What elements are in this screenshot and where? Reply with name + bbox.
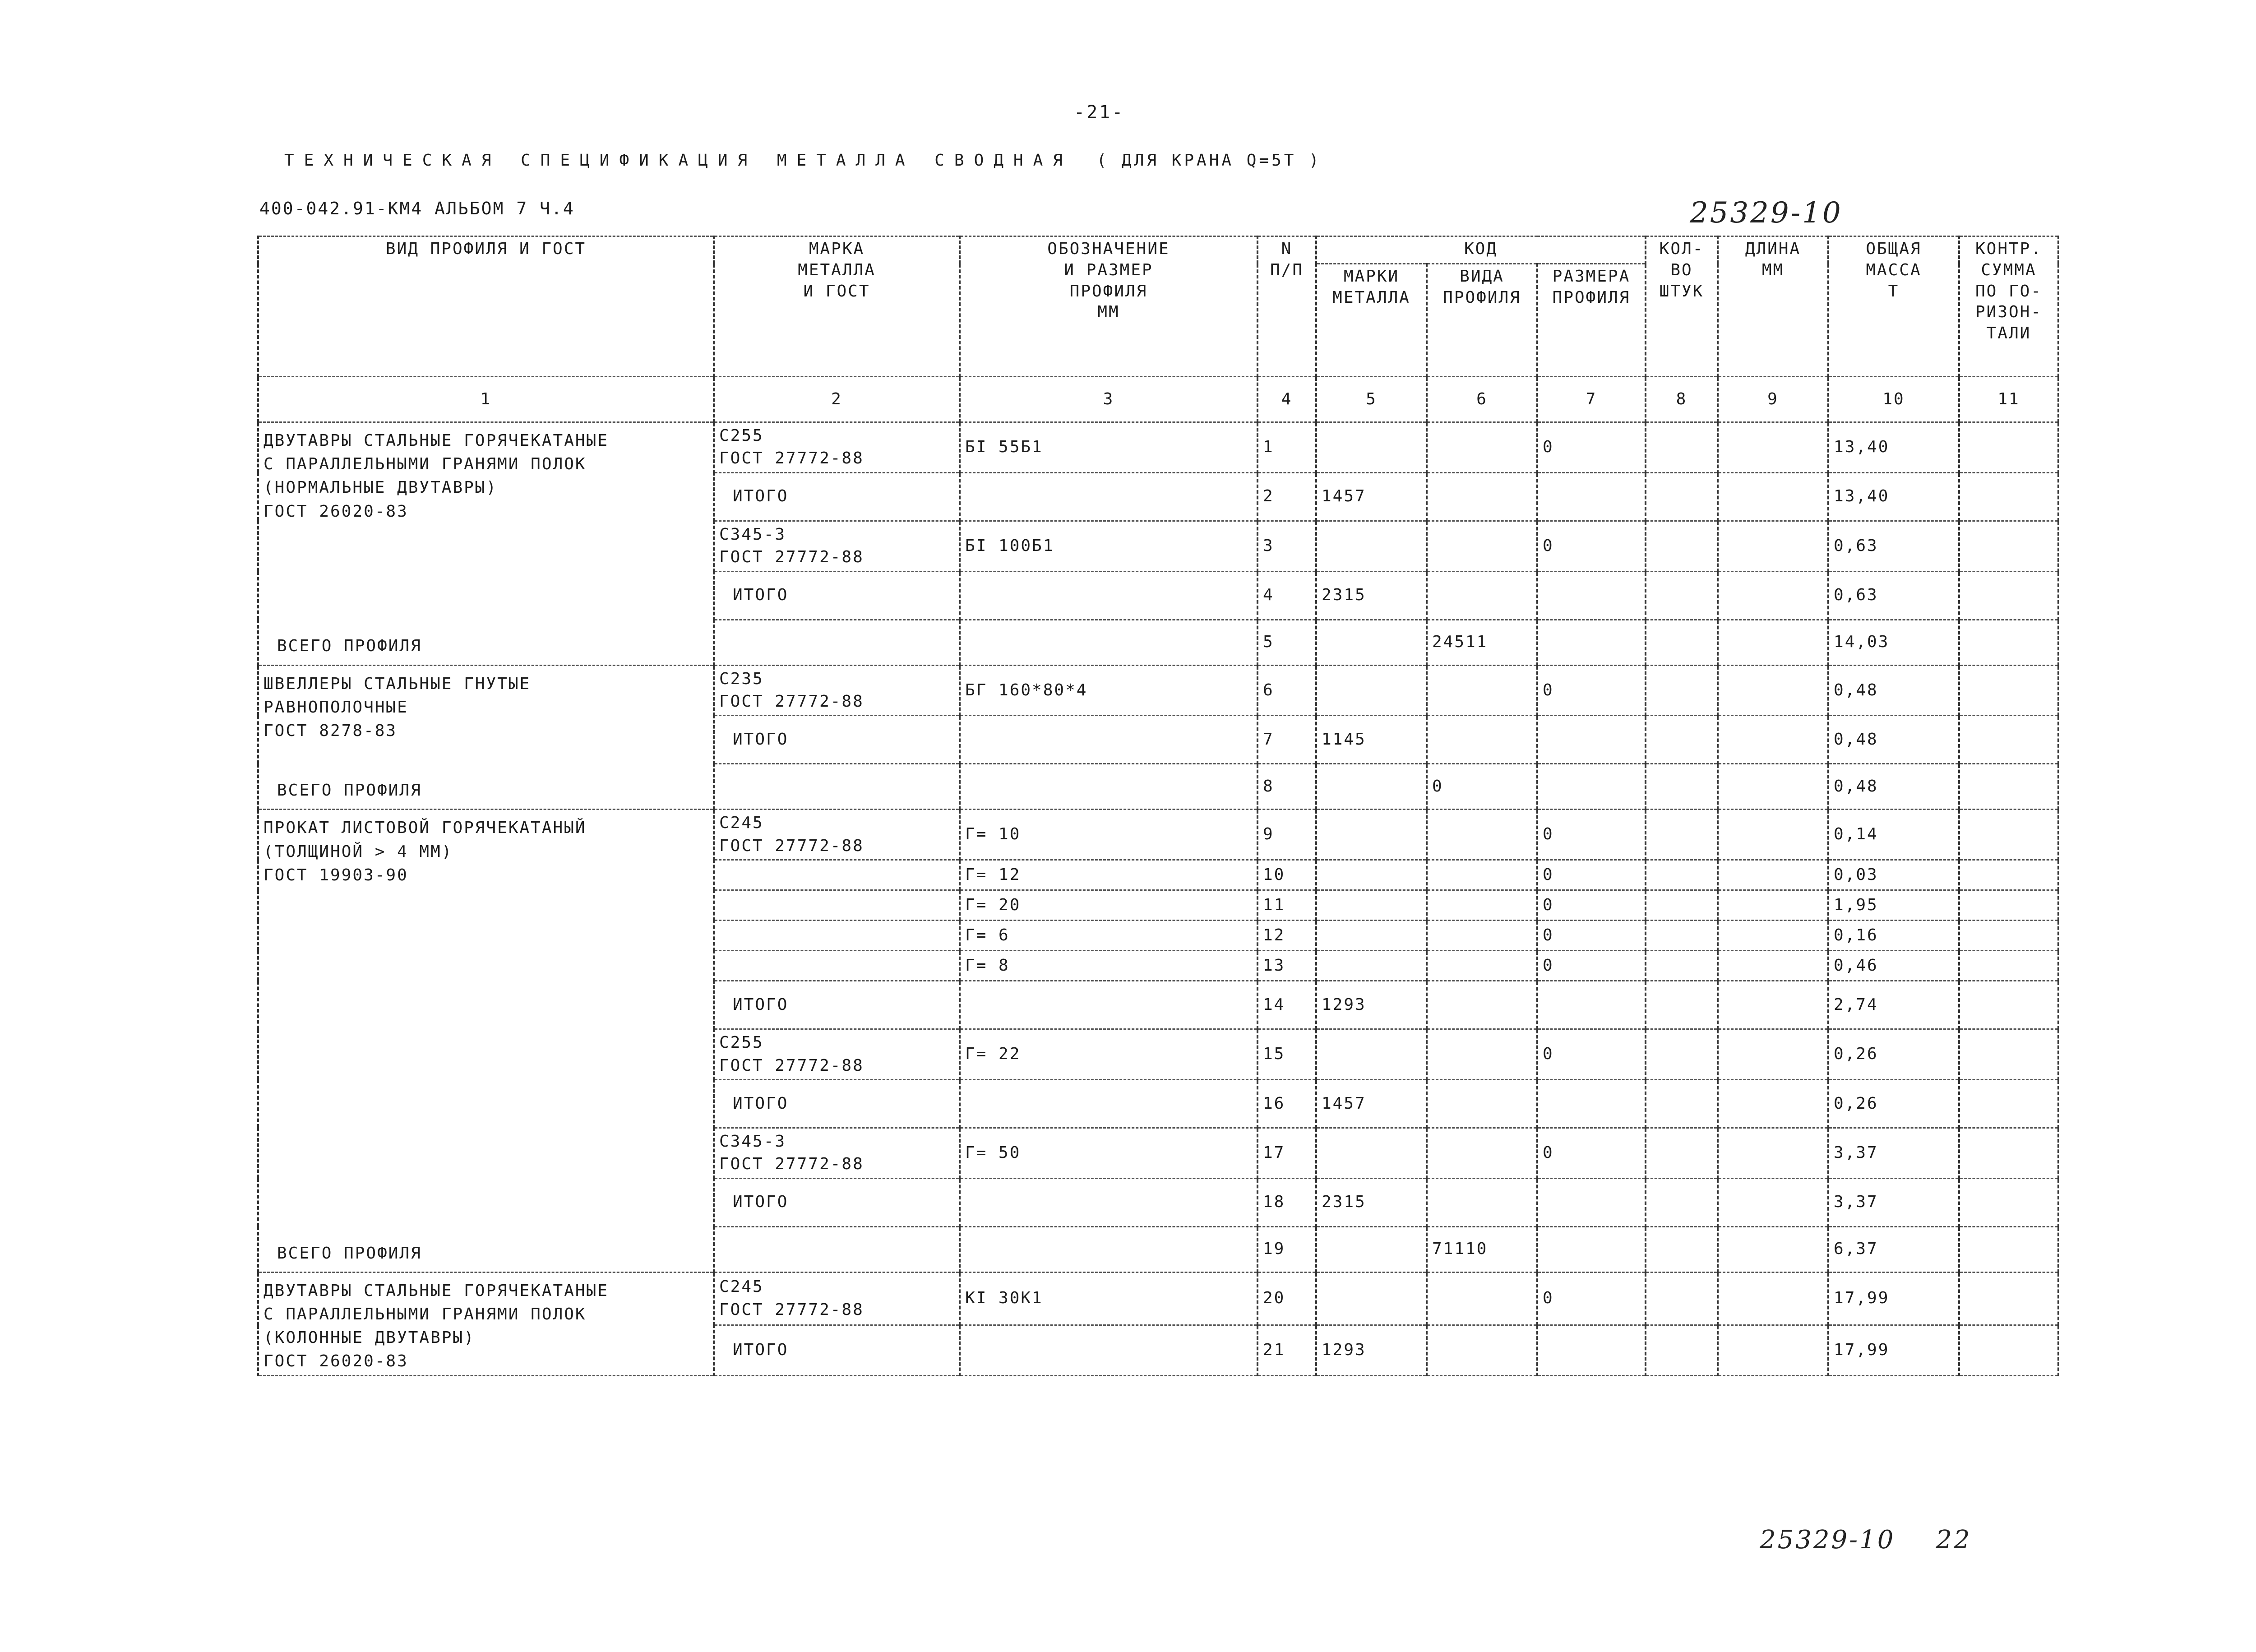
metal-grade-name: С235 [719, 669, 764, 688]
handwritten-page-number: 22 [1936, 1525, 1972, 1555]
profile-size [960, 1325, 1257, 1376]
col-number: 5 [1316, 377, 1427, 422]
profile-description-line: ГОСТ 26020-83 [264, 1352, 408, 1371]
profile-code [1427, 571, 1537, 620]
size-code: 0 [1537, 951, 1646, 981]
profile-size: БI 55Б1 [960, 422, 1257, 473]
row-number: 1 [1257, 422, 1316, 473]
control-sum [1959, 620, 2058, 665]
col-header-length: ДЛИНА ММ [1718, 236, 1828, 377]
metal-code [1316, 665, 1427, 716]
metal-grade [714, 620, 960, 665]
col-header-metal-code: МАРКИ МЕТАЛЛА [1316, 264, 1427, 377]
total-mass: 14,03 [1828, 620, 1959, 665]
row-number: 20 [1257, 1272, 1316, 1325]
metal-code [1316, 521, 1427, 571]
metal-grade [714, 422, 960, 473]
control-sum [1959, 1272, 2058, 1325]
metal-grade [714, 1272, 960, 1325]
control-sum [1959, 921, 2058, 951]
total-mass: 0,48 [1828, 764, 1959, 810]
page-number: -21- [1074, 102, 1125, 123]
profile-description [258, 810, 714, 1272]
size-code: 0 [1537, 921, 1646, 951]
col-header-profile-code: ВИДА ПРОФИЛЯ [1427, 264, 1537, 377]
total-mass: 0,46 [1828, 951, 1959, 981]
profile-code [1427, 860, 1537, 890]
total-mass: 17,99 [1828, 1272, 1959, 1325]
col-header-control-sum: КОНТР. СУММА ПО ГО- РИЗОН- ТАЛИ [1959, 236, 2058, 377]
size-code [1537, 716, 1646, 764]
size-code: 0 [1537, 521, 1646, 571]
quantity [1646, 981, 1718, 1029]
profile-code [1427, 981, 1537, 1029]
row-number: 5 [1257, 620, 1316, 665]
length [1718, 1128, 1828, 1178]
length [1718, 764, 1828, 810]
metal-grade-gost: ГОСТ 27772-88 [719, 836, 864, 855]
profile-description-line: ГОСТ 8278-83 [264, 721, 398, 740]
metal-grade-name: С345-3 [719, 525, 786, 544]
quantity [1646, 1178, 1718, 1226]
profile-code [1427, 951, 1537, 981]
length [1718, 1029, 1828, 1080]
metal-grade-gost: ГОСТ 27772-88 [719, 692, 864, 711]
total-mass: 0,03 [1828, 860, 1959, 890]
length [1718, 422, 1828, 473]
size-code: 0 [1537, 810, 1646, 860]
profile-size [960, 764, 1257, 810]
profile-size: Г= 10 [960, 810, 1257, 860]
profile-code [1427, 1079, 1537, 1128]
length [1718, 890, 1828, 921]
row-number: 9 [1257, 810, 1316, 860]
metal-grade [714, 1128, 960, 1178]
profile-size [960, 1226, 1257, 1272]
total-mass: 6,37 [1828, 1226, 1959, 1272]
profile-code [1427, 890, 1537, 921]
metal-grade [714, 1226, 960, 1272]
size-code [1537, 1079, 1646, 1128]
control-sum [1959, 422, 2058, 473]
total-mass: 0,48 [1828, 665, 1959, 716]
document-title-suffix: ( ДЛЯ КРАНА Q=5Т ) [1096, 151, 1322, 170]
quantity [1646, 764, 1718, 810]
metal-grade [714, 665, 960, 716]
row-number: 21 [1257, 1325, 1316, 1376]
metal-code [1316, 1272, 1427, 1325]
metal-grade-gost: ГОСТ 27772-88 [719, 449, 864, 468]
total-mass: 17,99 [1828, 1325, 1959, 1376]
control-sum [1959, 665, 2058, 716]
profile-description-line: РАВНОПОЛОЧНЫЕ [264, 698, 408, 717]
control-sum [1959, 1079, 2058, 1128]
row-number: 3 [1257, 521, 1316, 571]
col-number: 7 [1537, 377, 1646, 422]
size-code: 0 [1537, 422, 1646, 473]
size-code: 0 [1537, 1272, 1646, 1325]
row-number: 12 [1257, 921, 1316, 951]
col-header-grade: МАРКА МЕТАЛЛА И ГОСТ [714, 236, 960, 377]
size-code: 0 [1537, 860, 1646, 890]
length [1718, 860, 1828, 890]
col-header-size: ОБОЗНАЧЕНИЕ И РАЗМЕР ПРОФИЛЯ ММ [960, 236, 1257, 377]
metal-grade [714, 521, 960, 571]
profile-code [1427, 1325, 1537, 1376]
profile-description-line: С ПАРАЛЛЕЛЬНЫМИ ГРАНЯМИ ПОЛОК [264, 455, 587, 474]
metal-grade [714, 890, 960, 921]
col-number: 3 [960, 377, 1257, 422]
table-body [258, 422, 2058, 1376]
metal-code: 2315 [1316, 1178, 1427, 1226]
profile-code [1427, 472, 1537, 521]
profile-code: 71110 [1427, 1226, 1537, 1272]
profile-code [1427, 1272, 1537, 1325]
profile-size [960, 716, 1257, 764]
quantity [1646, 571, 1718, 620]
profile-total-label: ВСЕГО ПРОФИЛЯ [277, 637, 422, 656]
row-number: 11 [1257, 890, 1316, 921]
total-mass: 3,37 [1828, 1128, 1959, 1178]
control-sum [1959, 810, 2058, 860]
profile-size: КI 30К1 [960, 1272, 1257, 1325]
total-mass: 3,37 [1828, 1178, 1959, 1226]
metal-grade-name: С345-3 [719, 1132, 786, 1151]
control-sum [1959, 1178, 2058, 1226]
total-mass: 1,95 [1828, 890, 1959, 921]
col-header-profile: ВИД ПРОФИЛЯ И ГОСТ [258, 236, 714, 377]
profile-size: БI 100Б1 [960, 521, 1257, 571]
quantity [1646, 665, 1718, 716]
length [1718, 921, 1828, 951]
col-number: 4 [1257, 377, 1316, 422]
row-number: 18 [1257, 1178, 1316, 1226]
profile-code [1427, 521, 1537, 571]
row-number: 14 [1257, 981, 1316, 1029]
length [1718, 521, 1828, 571]
profile-code [1427, 1128, 1537, 1178]
metal-code [1316, 764, 1427, 810]
metal-grade-gost: ГОСТ 27772-88 [719, 1155, 864, 1174]
col-number: 6 [1427, 377, 1537, 422]
col-header-quantity: КОЛ- ВО ШТУК [1646, 236, 1718, 377]
metal-grade [714, 951, 960, 981]
profile-size: БГ 160*80*4 [960, 665, 1257, 716]
row-number: 2 [1257, 472, 1316, 521]
length [1718, 665, 1828, 716]
document-title-main: ТЕХНИЧЕСКАЯ СПЕЦИФИКАЦИЯ МЕТАЛЛА СВОДНАЯ [284, 151, 1073, 170]
document-title [284, 151, 1322, 170]
metal-code [1316, 890, 1427, 921]
handwritten-footer [1760, 1525, 1972, 1555]
row-number: 10 [1257, 860, 1316, 890]
size-code [1537, 1325, 1646, 1376]
length [1718, 981, 1828, 1029]
profile-code [1427, 921, 1537, 951]
row-number: 6 [1257, 665, 1316, 716]
quantity [1646, 1272, 1718, 1325]
size-code: 0 [1537, 1029, 1646, 1080]
size-code: 0 [1537, 1128, 1646, 1178]
profile-size [960, 472, 1257, 521]
profile-code [1427, 716, 1537, 764]
total-label: ИТОГО [714, 571, 960, 620]
row-number: 16 [1257, 1079, 1316, 1128]
col-header-code: КОД [1316, 236, 1646, 264]
total-mass: 0,48 [1828, 716, 1959, 764]
profile-size: Г= 50 [960, 1128, 1257, 1178]
table-row [258, 422, 2058, 473]
profile-size [960, 1178, 1257, 1226]
profile-code: 0 [1427, 764, 1537, 810]
metal-code [1316, 951, 1427, 981]
quantity [1646, 472, 1718, 521]
length [1718, 1272, 1828, 1325]
size-code [1537, 1226, 1646, 1272]
profile-size: Г= 6 [960, 921, 1257, 951]
column-number-row [258, 377, 2058, 422]
metal-code: 2315 [1316, 571, 1427, 620]
profile-total-label: ВСЕГО ПРОФИЛЯ [277, 1244, 422, 1263]
metal-grade-name: С255 [719, 426, 764, 445]
handwritten-code-bottom: 25329-10 [1760, 1525, 1895, 1555]
quantity [1646, 1226, 1718, 1272]
profile-size [960, 571, 1257, 620]
specification-table [257, 236, 2059, 1376]
profile-description-line: (ТОЛЩИНОЙ > 4 ММ) [264, 842, 453, 861]
row-number: 7 [1257, 716, 1316, 764]
document-code: 400-042.91-КМ4 АЛЬБОМ 7 Ч.4 [259, 199, 575, 218]
control-sum [1959, 521, 2058, 571]
control-sum [1959, 1226, 2058, 1272]
size-code [1537, 1178, 1646, 1226]
control-sum [1959, 860, 2058, 890]
control-sum [1959, 1325, 2058, 1376]
table-row [258, 810, 2058, 860]
metal-grade [714, 860, 960, 890]
total-mass: 13,40 [1828, 472, 1959, 521]
metal-code [1316, 1226, 1427, 1272]
metal-grade-gost: ГОСТ 27772-88 [719, 1300, 864, 1319]
profile-size [960, 1079, 1257, 1128]
profile-code [1427, 422, 1537, 473]
total-label: ИТОГО [714, 716, 960, 764]
metal-grade-name: С245 [719, 1277, 764, 1296]
quantity [1646, 810, 1718, 860]
metal-grade-gost: ГОСТ 27772-88 [719, 1056, 864, 1075]
total-mass: 0,16 [1828, 921, 1959, 951]
control-sum [1959, 951, 2058, 981]
total-mass: 0,63 [1828, 571, 1959, 620]
total-mass: 13,40 [1828, 422, 1959, 473]
quantity [1646, 951, 1718, 981]
quantity [1646, 521, 1718, 571]
total-label: ИТОГО [714, 472, 960, 521]
metal-code [1316, 860, 1427, 890]
profile-total-label: ВСЕГО ПРОФИЛЯ [277, 781, 422, 800]
profile-size: Г= 22 [960, 1029, 1257, 1080]
quantity [1646, 1128, 1718, 1178]
row-number: 13 [1257, 951, 1316, 981]
profile-size: Г= 8 [960, 951, 1257, 981]
size-code [1537, 764, 1646, 810]
size-code: 0 [1537, 890, 1646, 921]
metal-code: 1457 [1316, 1079, 1427, 1128]
profile-description-line: ГОСТ 19903-90 [264, 865, 408, 884]
total-mass: 2,74 [1828, 981, 1959, 1029]
length [1718, 620, 1828, 665]
control-sum [1959, 571, 2058, 620]
quantity [1646, 921, 1718, 951]
handwritten-code-top: 25329-10 [1690, 196, 1843, 230]
profile-description-line: ПРОКАТ ЛИСТОВОЙ ГОРЯЧЕКАТАНЫЙ [264, 819, 587, 838]
total-label: ИТОГО [714, 1325, 960, 1376]
total-label: ИТОГО [714, 1079, 960, 1128]
length [1718, 1226, 1828, 1272]
metal-code: 1457 [1316, 472, 1427, 521]
total-mass: 0,14 [1828, 810, 1959, 860]
size-code [1537, 571, 1646, 620]
profile-code [1427, 810, 1537, 860]
size-code: 0 [1537, 665, 1646, 716]
length [1718, 716, 1828, 764]
row-number: 17 [1257, 1128, 1316, 1178]
control-sum [1959, 981, 2058, 1029]
metal-code [1316, 810, 1427, 860]
row-number: 15 [1257, 1029, 1316, 1080]
control-sum [1959, 1029, 2058, 1080]
profile-size [960, 620, 1257, 665]
profile-size: Г= 20 [960, 890, 1257, 921]
control-sum [1959, 472, 2058, 521]
metal-grade-gost: ГОСТ 27772-88 [719, 548, 864, 567]
total-label: ИТОГО [714, 981, 960, 1029]
profile-description-line: (КОЛОННЫЕ ДВУТАВРЫ) [264, 1328, 475, 1347]
total-mass: 0,63 [1828, 521, 1959, 571]
profile-code [1427, 1029, 1537, 1080]
control-sum [1959, 1128, 2058, 1178]
metal-code [1316, 1128, 1427, 1178]
profile-description-line: (НОРМАЛЬНЫЕ ДВУТАВРЫ) [264, 478, 498, 497]
metal-grade [714, 764, 960, 810]
col-number: 9 [1718, 377, 1828, 422]
profile-code [1427, 1178, 1537, 1226]
total-label: ИТОГО [714, 1178, 960, 1226]
profile-size: Г= 12 [960, 860, 1257, 890]
col-header-mass: ОБЩАЯ МАССА Т [1828, 236, 1959, 377]
metal-grade-name: С255 [719, 1033, 764, 1052]
size-code [1537, 472, 1646, 521]
col-header-n: N П/П [1257, 236, 1316, 377]
size-code [1537, 981, 1646, 1029]
profile-description-line: ДВУТАВРЫ СТАЛЬНЫЕ ГОРЯЧЕКАТАНЫЕ [264, 431, 609, 450]
size-code [1537, 620, 1646, 665]
metal-code: 1145 [1316, 716, 1427, 764]
col-number: 1 [258, 377, 714, 422]
col-number: 2 [714, 377, 960, 422]
profile-size [960, 981, 1257, 1029]
metal-code [1316, 921, 1427, 951]
total-mass: 0,26 [1828, 1079, 1959, 1128]
metal-grade [714, 810, 960, 860]
table-row [258, 665, 2058, 716]
quantity [1646, 716, 1718, 764]
quantity [1646, 1029, 1718, 1080]
metal-grade [714, 921, 960, 951]
metal-code [1316, 422, 1427, 473]
metal-code [1316, 1029, 1427, 1080]
profile-description-line: ГОСТ 26020-83 [264, 502, 408, 521]
total-mass: 0,26 [1828, 1029, 1959, 1080]
col-number: 11 [1959, 377, 2058, 422]
profile-code [1427, 665, 1537, 716]
length [1718, 951, 1828, 981]
length [1718, 1178, 1828, 1226]
profile-description [258, 665, 714, 810]
quantity [1646, 422, 1718, 473]
profile-description-line: ШВЕЛЛЕРЫ СТАЛЬНЫЕ ГНУТЫЕ [264, 674, 531, 693]
metal-code [1316, 620, 1427, 665]
length [1718, 472, 1828, 521]
control-sum [1959, 716, 2058, 764]
quantity [1646, 890, 1718, 921]
row-number: 4 [1257, 571, 1316, 620]
quantity [1646, 620, 1718, 665]
length [1718, 1079, 1828, 1128]
quantity [1646, 1079, 1718, 1128]
quantity [1646, 1325, 1718, 1376]
profile-description-line: ДВУТАВРЫ СТАЛЬНЫЕ ГОРЯЧЕКАТАНЫЕ [264, 1281, 609, 1300]
col-header-size-code: РАЗМЕРА ПРОФИЛЯ [1537, 264, 1646, 377]
length [1718, 1325, 1828, 1376]
profile-description [258, 422, 714, 666]
metal-code: 1293 [1316, 981, 1427, 1029]
control-sum [1959, 764, 2058, 810]
quantity [1646, 860, 1718, 890]
col-number: 8 [1646, 377, 1718, 422]
col-number: 10 [1828, 377, 1959, 422]
metal-grade-name: С245 [719, 814, 764, 833]
profile-code: 24511 [1427, 620, 1537, 665]
row-number: 8 [1257, 764, 1316, 810]
row-number: 19 [1257, 1226, 1316, 1272]
profile-description [258, 1272, 714, 1376]
table-header [258, 236, 2058, 422]
control-sum [1959, 890, 2058, 921]
profile-description-line: С ПАРАЛЛЕЛЬНЫМИ ГРАНЯМИ ПОЛОК [264, 1305, 587, 1323]
metal-code: 1293 [1316, 1325, 1427, 1376]
table-row [258, 1272, 2058, 1325]
length [1718, 810, 1828, 860]
metal-grade [714, 1029, 960, 1080]
length [1718, 571, 1828, 620]
